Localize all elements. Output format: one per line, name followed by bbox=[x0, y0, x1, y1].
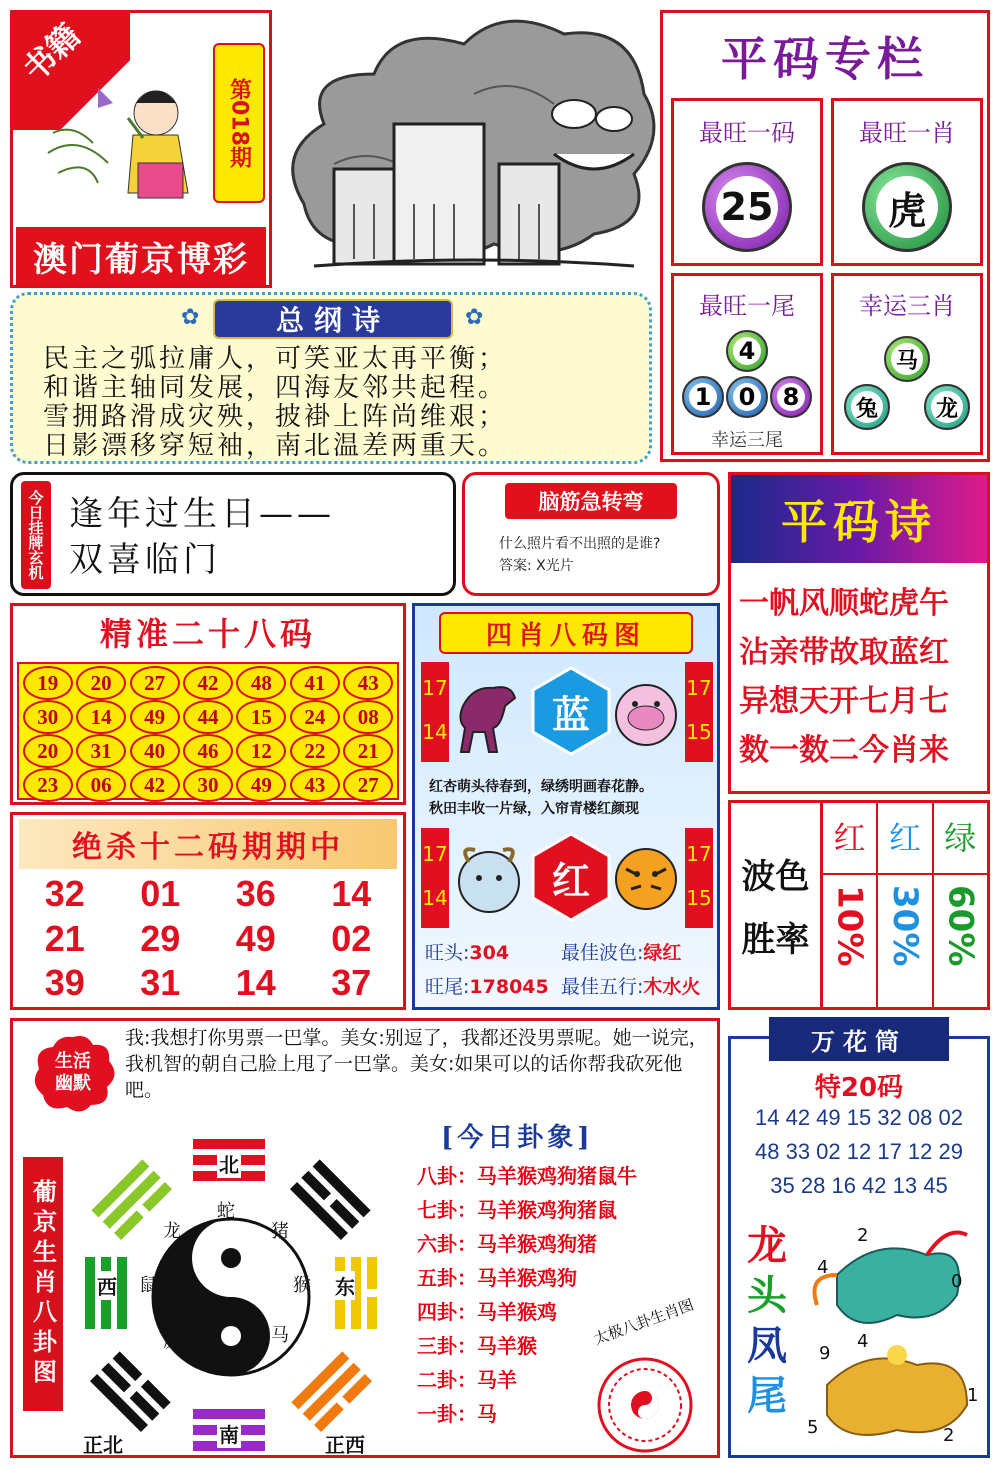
code-ball: 42 bbox=[130, 768, 180, 802]
special-row-1: 14 42 49 15 32 08 02 bbox=[755, 1105, 963, 1130]
special-row-3: 35 28 16 42 13 45 bbox=[770, 1173, 948, 1198]
digit-4-mid: 4 bbox=[857, 1331, 869, 1352]
gua-line: 四卦：马羊猴鸡 bbox=[417, 1300, 557, 1324]
code-ball: 42 bbox=[183, 666, 233, 700]
humor-badge-text: 生活幽默 bbox=[55, 1051, 91, 1094]
dragon-phoenix-art bbox=[797, 1215, 983, 1451]
code-ball: 21 bbox=[343, 734, 393, 768]
kill-number: 02 bbox=[331, 917, 372, 959]
code-ball: 44 bbox=[183, 700, 233, 734]
child-illustration bbox=[38, 73, 208, 213]
wave-rate-panel bbox=[728, 800, 990, 1010]
color-bottom-label: 红 bbox=[551, 858, 590, 903]
code-ball: 24 bbox=[290, 700, 340, 734]
code-ball: 27 bbox=[130, 666, 180, 700]
kaleidoscope-title: 万花筒 bbox=[769, 1017, 949, 1061]
lucky-zodiac-ball-2: 兔 bbox=[844, 384, 890, 430]
top-right-numbers: 17 15 bbox=[685, 662, 713, 762]
code-ball: 43 bbox=[343, 666, 393, 700]
kill-number: 29 bbox=[140, 917, 181, 959]
zodiac-goat: 羊 bbox=[217, 1353, 235, 1374]
tail-ball-1: 1 bbox=[682, 376, 724, 418]
pingma-poem-lines: 一帆风顺蛇虎午 沾亲带故取蓝红 异想天开七月七 数一数二今肖来 bbox=[739, 586, 949, 768]
code-ball: 41 bbox=[290, 666, 340, 700]
code-ball: 23 bbox=[23, 768, 73, 802]
poem-ornament-right: ✿ bbox=[465, 305, 484, 330]
four-zodiac-poem-2: 秋田丰收一片绿，入帘青楼红颜现 bbox=[429, 801, 639, 817]
kaleidoscope-panel bbox=[728, 1026, 990, 1458]
digit-5: 5 bbox=[807, 1417, 819, 1438]
general-poem-panel bbox=[10, 292, 652, 464]
pingma-poem-title-bar: 平码诗 bbox=[731, 475, 987, 563]
code-ball: 19 bbox=[23, 666, 73, 700]
special-title: 特20码 bbox=[814, 1073, 904, 1103]
kill-12-title-bar: 绝杀十二码期期中 bbox=[19, 819, 397, 869]
best-one-zodiac-card: 最旺一肖 虎 bbox=[831, 98, 983, 266]
digit-4-left: 4 bbox=[817, 1257, 829, 1278]
code-ball: 30 bbox=[23, 700, 73, 734]
zodiac-horse: 马 bbox=[271, 1325, 289, 1346]
kill-number: 32 bbox=[44, 873, 85, 914]
zodiac-snake: 蛇 bbox=[217, 1201, 235, 1222]
gua-line: 三卦：马羊猴 bbox=[417, 1334, 537, 1358]
lucky-zodiac-ball-1: 马 bbox=[884, 336, 930, 382]
zodiac-pig: 猪 bbox=[271, 1221, 289, 1242]
best-one-tail-card: 最旺一尾 4 1 0 8 幸运三尾 bbox=[671, 273, 823, 455]
code-ball: 46 bbox=[183, 734, 233, 768]
goat-icon bbox=[455, 842, 523, 916]
wave-rate-cols bbox=[823, 803, 987, 1007]
dir-zhengxi: 正西 bbox=[325, 1433, 365, 1457]
riddle-side-label: 今日挂牌玄机 bbox=[21, 481, 51, 589]
bagua-side-label: 葡京生肖八卦图 bbox=[23, 1157, 63, 1411]
brain-teaser-answer: 答案: X光片 bbox=[499, 558, 574, 574]
best-one-code-card: 最旺一码 25 bbox=[671, 98, 823, 266]
best-wave-row: 最佳波色:绿红 bbox=[561, 942, 682, 964]
humor-bagua-panel bbox=[10, 1018, 720, 1458]
code-ball: 06 bbox=[76, 768, 126, 802]
issue-badge bbox=[213, 43, 265, 203]
poem-ornament-left: ✿ bbox=[181, 305, 200, 330]
code-ball: 14 bbox=[76, 700, 126, 734]
precise-28-grid bbox=[17, 662, 399, 800]
precise-28-panel bbox=[10, 603, 406, 805]
wang-wei-row: 旺尾:178045 bbox=[425, 976, 549, 998]
brand-bar bbox=[16, 227, 266, 285]
brain-teaser-question: 什么照片看不出照的是谁? bbox=[499, 536, 661, 552]
gua-line: 五卦：马羊猴鸡狗 bbox=[417, 1266, 577, 1290]
code-ball: 40 bbox=[130, 734, 180, 768]
brand-panel bbox=[10, 10, 272, 288]
code-ball: 43 bbox=[290, 768, 340, 802]
taiji-label: 太极八卦生肖图 bbox=[591, 1295, 697, 1349]
precise-28-title: 精准二十八码 bbox=[99, 615, 316, 653]
code-ball: 30 bbox=[183, 768, 233, 802]
cloud-cartoon bbox=[274, 4, 668, 286]
issue-text: 第018期 bbox=[226, 78, 252, 168]
code-ball: 49 bbox=[130, 700, 180, 734]
humor-text: 我:我想打你男票一巴掌。美女:别逗了，我都还没男票呢。她一说完，我机智的朝自己脸上甩了一巴掌。美女:如果可以的话你帮我砍死他吧。 bbox=[125, 1027, 708, 1101]
lucky-three-zodiac-card: 幸运三肖 马 兔 龙 bbox=[831, 273, 983, 455]
wave-rate-label: 波色 胜率 bbox=[731, 803, 823, 1007]
top-left-numbers: 17 14 bbox=[421, 662, 449, 762]
gua-line: 七卦：马羊猴鸡狗猪鼠 bbox=[417, 1198, 617, 1222]
zodiac-tiger: 虎 bbox=[163, 1331, 181, 1352]
code-ball: 08 bbox=[343, 700, 393, 734]
kill-number: 49 bbox=[235, 917, 276, 959]
wave-col-blue: 红 30% bbox=[878, 803, 933, 1007]
dir-east: 东 bbox=[335, 1271, 355, 1300]
dir-west: 西 bbox=[97, 1271, 117, 1300]
tail-ball-top: 4 bbox=[726, 330, 768, 372]
wave-col-red: 红 10% bbox=[823, 803, 878, 1007]
kill-number: 14 bbox=[331, 873, 372, 914]
code-ball: 20 bbox=[76, 666, 126, 700]
lucky-zodiac-ball-3: 龙 bbox=[924, 384, 970, 430]
horse-icon bbox=[453, 676, 523, 756]
code-ball: 49 bbox=[236, 768, 286, 802]
pingma-column-title: 平码专栏 bbox=[721, 31, 929, 86]
kill-number: 36 bbox=[235, 873, 276, 914]
code-ball: 15 bbox=[236, 700, 286, 734]
code-ball: 27 bbox=[343, 768, 393, 802]
wave-col-green: 绿 60% bbox=[934, 803, 987, 1007]
taiji-seal bbox=[587, 1347, 703, 1455]
code-ball: 12 bbox=[236, 734, 286, 768]
digit-0-right: 0 bbox=[951, 1271, 963, 1292]
wang-tou-row: 旺头:304 bbox=[425, 942, 510, 964]
pig-icon bbox=[611, 682, 681, 748]
color-top-label: 蓝 bbox=[551, 692, 590, 737]
general-poem-title-bar: 总纲诗 bbox=[213, 299, 453, 339]
dir-south: 南 bbox=[217, 1419, 241, 1448]
bottom-left-numbers: 17 14 bbox=[421, 828, 449, 928]
pingma-column bbox=[660, 10, 990, 462]
kill-number: 21 bbox=[44, 917, 85, 959]
tiger-icon bbox=[611, 844, 681, 914]
kill-number: 37 bbox=[331, 962, 372, 1004]
dragon-phoenix-text: 龙 头 凤 尾 bbox=[747, 1222, 787, 1419]
four-zodiac-title: 四肖八码图 bbox=[439, 612, 693, 654]
corner-badge-text: 书籍 bbox=[15, 16, 88, 89]
brain-teaser-title: 脑筋急转弯 bbox=[505, 483, 677, 519]
kill-12-panel bbox=[10, 812, 406, 1010]
code-ball: 48 bbox=[236, 666, 286, 700]
four-zodiac-panel bbox=[412, 603, 720, 1010]
gua-line: 六卦：马羊猴鸡狗猪 bbox=[417, 1232, 597, 1256]
bottom-right-numbers: 17 15 bbox=[685, 828, 713, 928]
gua-line: 八卦：马羊猴鸡狗猪鼠牛 bbox=[417, 1164, 637, 1188]
riddle-panel bbox=[10, 472, 456, 596]
general-poem-lines: 民主之弧拉庸人，可笑亚太再平衡； 和谐主轴同发展，四海友邻共起程。 雪拥路滑成灾殃，披褂上阵尚维艰； 日影漂移穿短袖，南北温差两重天。 bbox=[43, 344, 508, 461]
tail-ball-2: 0 bbox=[726, 376, 768, 418]
special-row-2: 48 33 02 12 17 12 29 bbox=[755, 1139, 963, 1164]
digit-2-top: 2 bbox=[857, 1225, 869, 1246]
kill-number: 14 bbox=[235, 962, 276, 1004]
kill-12-grid bbox=[17, 873, 399, 1007]
kill-number: 01 bbox=[140, 873, 181, 914]
digit-1: 1 bbox=[967, 1385, 979, 1406]
zodiac-dragon: 龙 bbox=[163, 1221, 181, 1242]
best-one-code-ball: 25 bbox=[702, 162, 792, 252]
brand-text: 澳门葡京博彩 bbox=[33, 239, 249, 280]
four-zodiac-poem-1: 红杏萌头待春到，绿绣明画春花静。 bbox=[429, 779, 653, 795]
riddle-lines: 逢年过生日—— 双喜临门 bbox=[69, 494, 335, 580]
digit-2-bottom: 2 bbox=[943, 1425, 955, 1446]
digit-9: 9 bbox=[819, 1343, 831, 1364]
gua-line: 二卦：马羊 bbox=[417, 1368, 517, 1392]
kill-number: 31 bbox=[140, 962, 181, 1004]
code-ball: 20 bbox=[23, 734, 73, 768]
dir-zhengbei: 正北 bbox=[83, 1433, 123, 1457]
code-ball: 22 bbox=[290, 734, 340, 768]
kill-number: 39 bbox=[44, 962, 85, 1004]
best-one-zodiac-ball: 虎 bbox=[862, 162, 952, 252]
brain-teaser-panel bbox=[462, 472, 720, 596]
code-ball: 31 bbox=[76, 734, 126, 768]
today-gua-title: [今日卦象] bbox=[441, 1123, 594, 1153]
best-wuxing-row: 最佳五行:木水火 bbox=[561, 976, 701, 998]
zodiac-rat: 鼠 bbox=[139, 1275, 157, 1296]
gua-line: 一卦：马 bbox=[417, 1402, 497, 1426]
dir-north: 北 bbox=[217, 1149, 241, 1178]
pingma-poem-panel bbox=[728, 472, 990, 794]
zodiac-monkey: 猴 bbox=[293, 1275, 311, 1296]
tail-ball-3: 8 bbox=[770, 376, 812, 418]
